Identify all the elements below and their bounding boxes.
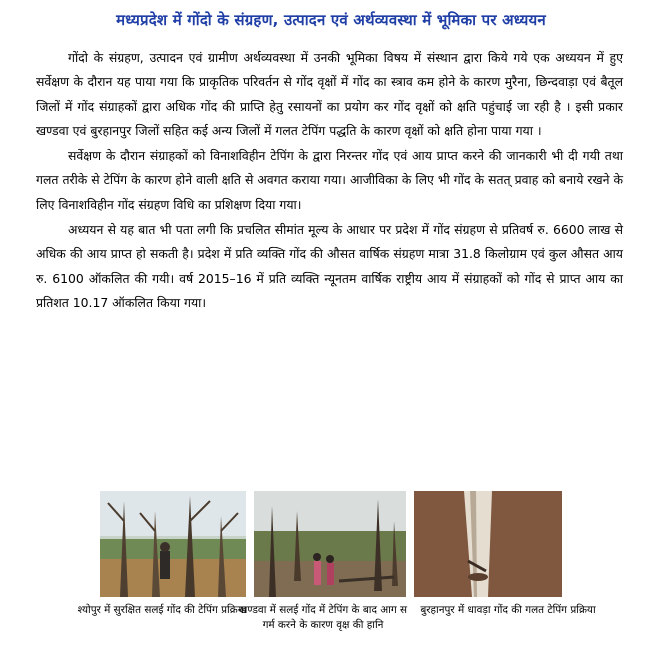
caption-2: खण्डवा में सलई गोंद में टेपिंग के बाद आग स गर्म करने के कारण वृक्ष की हानि: [238, 604, 408, 631]
photo-khandwa-fire-damage: [254, 491, 406, 597]
paragraph-2: सर्वेक्षण के दौरान संग्राहकों को विनाशविहीन टेपिंग के द्वारा निरन्तर गोंद एवं आय प्राप्त करने की जानकारी भी दी गयी तथा गलत तरीके से टेपिंग के कारण होने वाली क्षति से अवगत कराया गया। आजीविका के लिए भी गोंद के सतत् प्रवाह को बनाये रखने के लिए विनाशविहीन गोंद संग्रहण विधि का प्रशिक्षण दिया गया।: [36, 148, 623, 212]
article-body: [36, 46, 623, 316]
paragraph-3: अध्ययन से यह बात भी पता लगी कि प्रचलित सीमांत मूल्य के आधार पर प्रदेश में गोंद संग्रहण से प्रतिवर्ष रु. 6600 लाख से अधिक की आय प्राप्त हो सकती है। प्रदेश में प्रति व्यक्ति गोंद की औसत वार्षिक संग्रहण मात्रा 31.8 किलोग्राम एवं कुल औसत आय रु. 6100 ऑकलित की गयी। वर्ष 2015–16 में प्रति व्यक्ति न्यूनतम वार्षिक राष्ट्रीय आय में संग्राहकों को गोंद से प्राप्त आय का प्रतिशत 10.17 ऑकलित किया गया।: [36, 222, 623, 310]
paragraph-1: गोंदो के संग्रहण, उत्पादन एवं ग्रामीण अर्थव्यवस्था में उनकी भूमिका विषय में संस्थान द्वारा किये गये एक अध्ययन में हुए सर्वेक्षण के दौरान यह पाया गया कि प्राकृतिक परिवर्तन से गोंद वृक्षों में गोंद का स्त्राव कम होने के कारण मुरैना, छिन्दवाड़ा एवं बैतूल जिलों में गोंद संग्राहकों द्वारा अधिक गोंद की प्राप्ति हेतु रसायनों का प्रयोग कर गोंद वृक्षों को क्षति पहुंचाई जा रही है । इसी प्रकार खण्डवा एवं बुरहानपुर जिलों सहित कई अन्य जिलों में गलत टेपिंग पद्धति के कारण वृक्षों को क्षति होना पाया गया ।: [36, 50, 623, 138]
caption-3: बुरहानपुर में धावड़ा गोंद की गलत टेपिंग प्रक्रिया: [420, 604, 596, 616]
page-title: मध्यप्रदेश में गोंदो के संग्रहण, उत्पादन एवं अर्थव्यवस्था में भूमिका पर अध्ययन: [116, 11, 546, 29]
photo-burhanpur-trunk: [414, 491, 562, 597]
caption-1: श्योपुर में सुरक्षित सलई गोंद की टेपिंग प्रक्रिया: [77, 604, 247, 616]
photo-sheopur-tapping: [100, 491, 246, 597]
